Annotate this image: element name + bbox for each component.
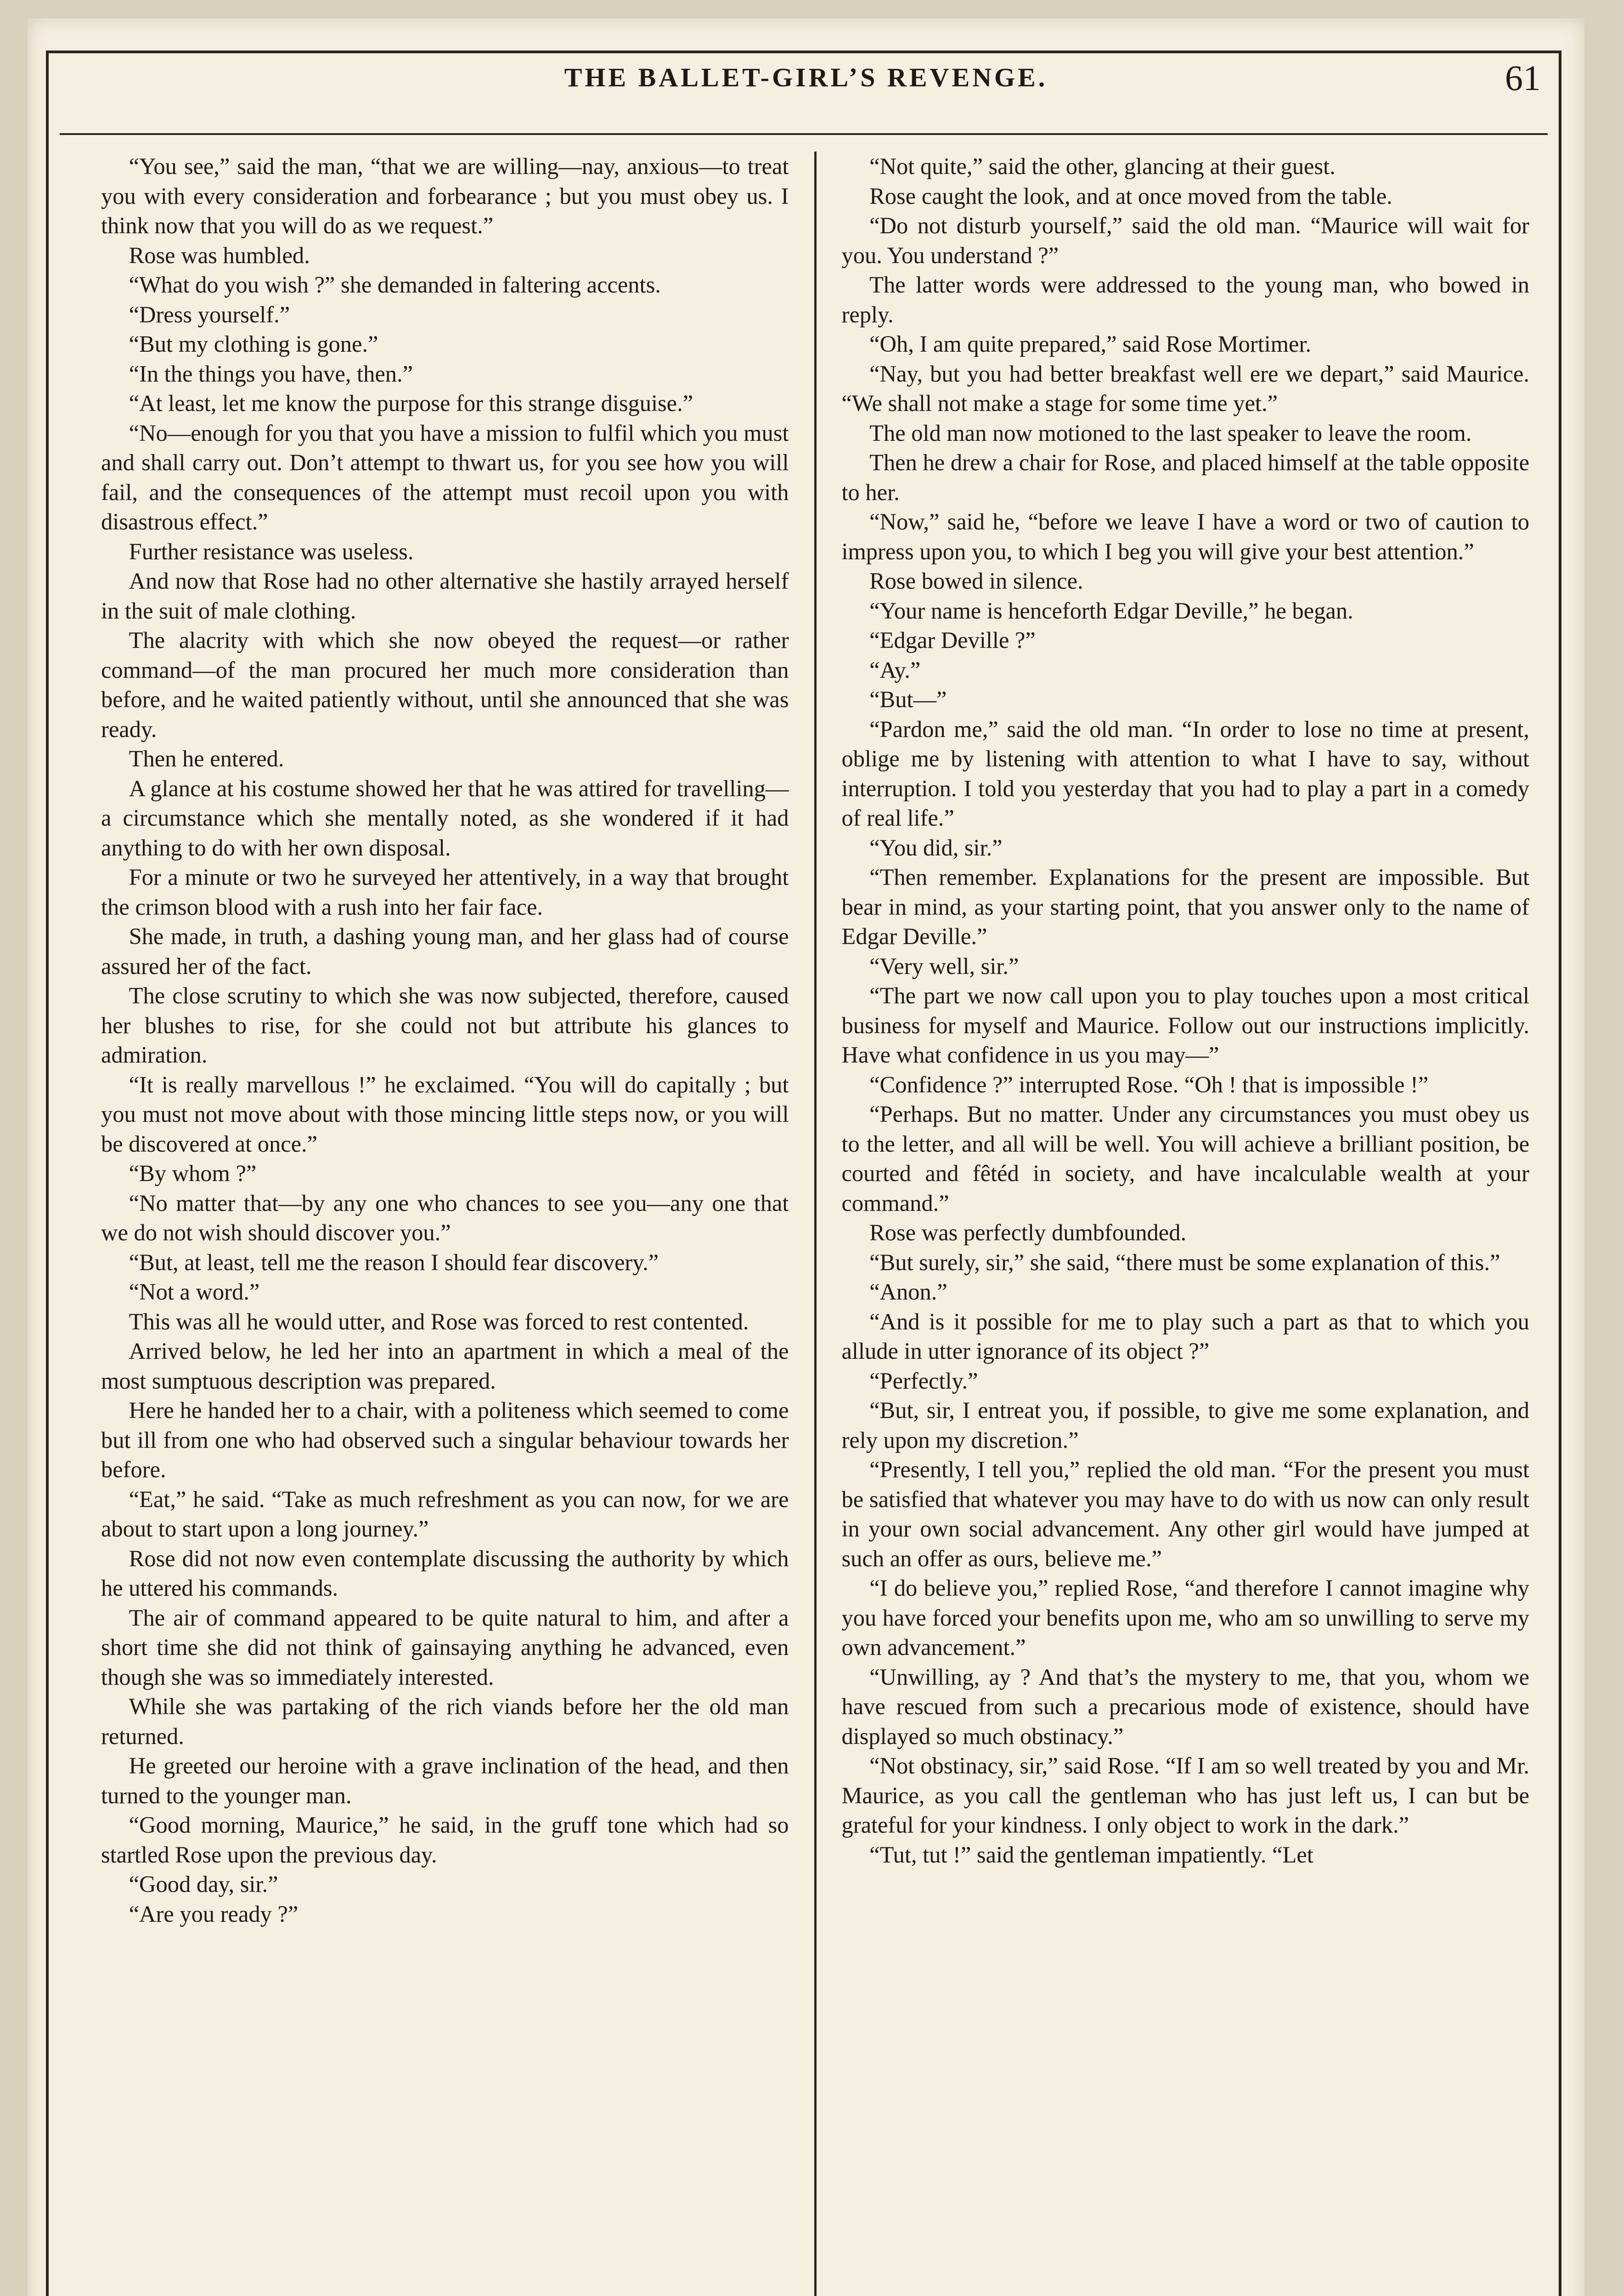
paragraph: Then he drew a chair for Rose, and placed himself at the table opposite to her.	[841, 450, 1529, 505]
paragraph: The close scrutiny to which she was now subjected, therefore, caused her blushes to rise, for she could not but attribute his glances to admiration.	[101, 983, 789, 1068]
paragraph: She made, in truth, a dashing young man, and her glass had of course assured her of the fact.	[101, 923, 789, 979]
paragraph: While she was partaking of the rich viands before her the old man returned.	[101, 1694, 789, 1749]
running-title: THE BALLET-GIRL’S REVENGE.	[564, 62, 1048, 92]
paragraph: The latter words were addressed to the young man, who bowed in reply.	[841, 272, 1529, 327]
paragraph: “Now,” said he, “before we leave I have a word or two of caution to impress upon you, to which I beg you will give your best attention.”	[841, 509, 1529, 564]
paragraph: The alacrity with which she now obeyed the request—or rather command—of the man procured her much more consideration than before, and he waited patiently without, until she announced that she was ready.	[101, 627, 789, 742]
paragraph: “No—enough for you that you have a mission to fulfil which you must and shall carry out. Don’t attempt to thwart us, for you see how you will fail, and the consequences of the attempt must recoil upon you with disastrous effect.”	[101, 420, 789, 535]
paragraph: “But, sir, I entreat you, if possible, to give me some explanation, and rely upon my discretion.”	[841, 1397, 1529, 1453]
paragraph: “Do not disturb yourself,” said the old man. “Maurice will wait for you. You understand ?”	[841, 213, 1529, 268]
page-number: 61	[1505, 58, 1541, 98]
paragraph: “At least, let me know the purpose for this strange disguise.”	[129, 390, 693, 416]
paragraph: “Nay, but you had better breakfast well ere we depart,” said Maurice. “We shall not make a stage for some time yet.”	[841, 360, 1529, 416]
right-column	[817, 152, 1530, 2296]
left-column	[101, 152, 814, 2296]
paragraph: “Tut, tut !” said the gentleman impatiently. “Let	[869, 1841, 1313, 1868]
paragraph: “Anon.”	[869, 1279, 947, 1305]
paragraph: “Oh, I am quite prepared,” said Rose Mortimer.	[869, 331, 1312, 357]
paragraph: “But—”	[869, 687, 947, 712]
paragraph: Arrived below, he led her into an apartment in which a meal of the most sumptuous description was prepared.	[101, 1338, 789, 1394]
paragraph: “Then remember. Explanations for the present are impossible. But bear in mind, as your starting point, that you answer only to the name of Edgar Deville.”	[841, 864, 1529, 949]
paragraph: “Not obstinacy, sir,” said Rose. “If I am so well treated by you and Mr. Maurice, as you call the gentleman who has just left us, I can but be grateful for your kindness. I only object to work in the dark.”	[841, 1753, 1529, 1838]
paragraph: Rose was perfectly dumbfounded.	[869, 1220, 1187, 1245]
paragraph: Further resistance was useless.	[129, 538, 414, 564]
text-columns	[101, 152, 1529, 2296]
paragraph: He greeted our heroine with a grave inclination of the head, and then turned to the younger man.	[101, 1753, 789, 1808]
paragraph: “Are you ready ?”	[129, 1901, 299, 1927]
paragraph: “Eat,” he said. “Take as much refreshment as you can now, for we are about to start upon a long journey.”	[101, 1486, 789, 1542]
paragraph: “You see,” said the man, “that we are willing—nay, anxious—to treat you with every consideration and forbearance ; but you must obey us. I think now that you will do as we request.”	[101, 153, 789, 238]
paragraph: “By whom ?”	[129, 1160, 257, 1186]
header-rule	[60, 133, 1548, 135]
paragraph: Rose was humbled.	[129, 242, 310, 268]
paragraph: The old man now motioned to the last speaker to leave the room.	[869, 420, 1472, 446]
page-header	[28, 58, 1584, 117]
paragraph: Here he handed her to a chair, with a politeness which seemed to come but ill from one who had observed such a singular behaviour towards her before.	[101, 1397, 789, 1482]
paragraph: “Presently, I tell you,” replied the old man. “For the present you must be satisfied that whatever you may have to do with us now can only result in your own social advancement. Any other girl would have jumped at such an offer as ours, believe me.”	[841, 1457, 1529, 1571]
paragraph: Rose bowed in silence.	[869, 568, 1083, 594]
paragraph: Then he entered.	[129, 746, 284, 771]
paragraph: A glance at his costume showed her that he was attired for travelling—a circumstance which she mentally noted, as she wondered if it had anything to do with her own disposal.	[101, 775, 789, 861]
paragraph: For a minute or two he surveyed her attentively, in a way that brought the crimson blood with a rush into her fair face.	[101, 864, 789, 920]
paragraph: “And is it possible for me to play such a part as that to which you allude in utter ignorance of its object ?”	[841, 1308, 1529, 1364]
paragraph: This was all he would utter, and Rose was forced to rest contented.	[129, 1308, 749, 1334]
paragraph: “Very well, sir.”	[869, 953, 1019, 979]
paragraph: “Ay.”	[869, 657, 921, 683]
paragraph: And now that Rose had no other alternative she hastily arrayed herself in the suit of male clothing.	[101, 568, 789, 624]
paragraph: “I do believe you,” replied Rose, “and therefore I cannot imagine why you have forced your benefits upon me, who am so unwilling to serve my own advancement.”	[841, 1575, 1529, 1660]
paragraph: “Good day, sir.”	[129, 1871, 278, 1897]
paragraph: “Good morning, Maurice,” he said, in the gruff tone which had so startled Rose upon the previous day.	[101, 1812, 789, 1868]
paragraph: “But surely, sir,” she said, “there must be some explanation of this.”	[869, 1249, 1500, 1275]
paragraph: “Perhaps. But no matter. Under any circumstances you must obey us to the letter, and all will be well. You will achieve a brilliant position, be courted and fêtéd in society, and have incalculable wealth at your command.”	[841, 1101, 1529, 1216]
paragraph: “Confidence ?” interrupted Rose. “Oh ! that is impossible !”	[869, 1071, 1429, 1097]
paragraph: “No matter that—by any one who chances to see you—any one that we do not wish should discover you.”	[101, 1190, 789, 1245]
paragraph: “Pardon me,” said the old man. “In order to lose no time at present, oblige me by listening with attention to what I have to say, without interruption. I told you yesterday that you had to play a part in a comedy of real life.”	[841, 716, 1529, 831]
paragraph: The air of command appeared to be quite natural to him, and after a short time she did not think of gainsaying anything he advanced, even though she was so immediately interested.	[101, 1604, 789, 1690]
paragraph: “Edgar Deville ?”	[869, 627, 1036, 653]
paragraph: “Not quite,” said the other, glancing at their guest.	[869, 153, 1336, 179]
paragraph: “Your name is henceforth Edgar Deville,” he began.	[869, 597, 1353, 624]
paragraph: “In the things you have, then.”	[129, 360, 413, 387]
paragraph: “Dress yourself.”	[129, 301, 290, 327]
paragraph: “What do you wish ?” she demanded in faltering accents.	[129, 272, 661, 298]
paragraph: “Unwilling, ay ? And that’s the mystery to me, that you, whom we have rescued from such a precarious mode of existence, should have displayed so much obstinacy.”	[841, 1664, 1529, 1749]
paragraph: “But my clothing is gone.”	[129, 331, 378, 357]
paragraph: Rose did not now even contemplate discussing the authority by which he uttered his commands.	[101, 1545, 789, 1601]
paragraph: “You did, sir.”	[869, 834, 1003, 861]
paragraph: “The part we now call upon you to play touches upon a most critical business for myself and Maurice. Follow out our instructions implicitly. Have what confidence in us you may—”	[841, 983, 1529, 1068]
book-page	[28, 18, 1584, 2296]
paragraph: Rose caught the look, and at once moved from the table.	[869, 183, 1392, 209]
paragraph: “Perfectly.”	[869, 1367, 978, 1394]
paragraph: “Not a word.”	[129, 1279, 260, 1305]
paragraph: “But, at least, tell me the reason I should fear discovery.”	[129, 1249, 659, 1275]
paragraph: “It is really marvellous !” he exclaimed. “You will do capitally ; but you must not move about with those mincing little steps now, or you will be discovered at once.”	[101, 1071, 789, 1157]
